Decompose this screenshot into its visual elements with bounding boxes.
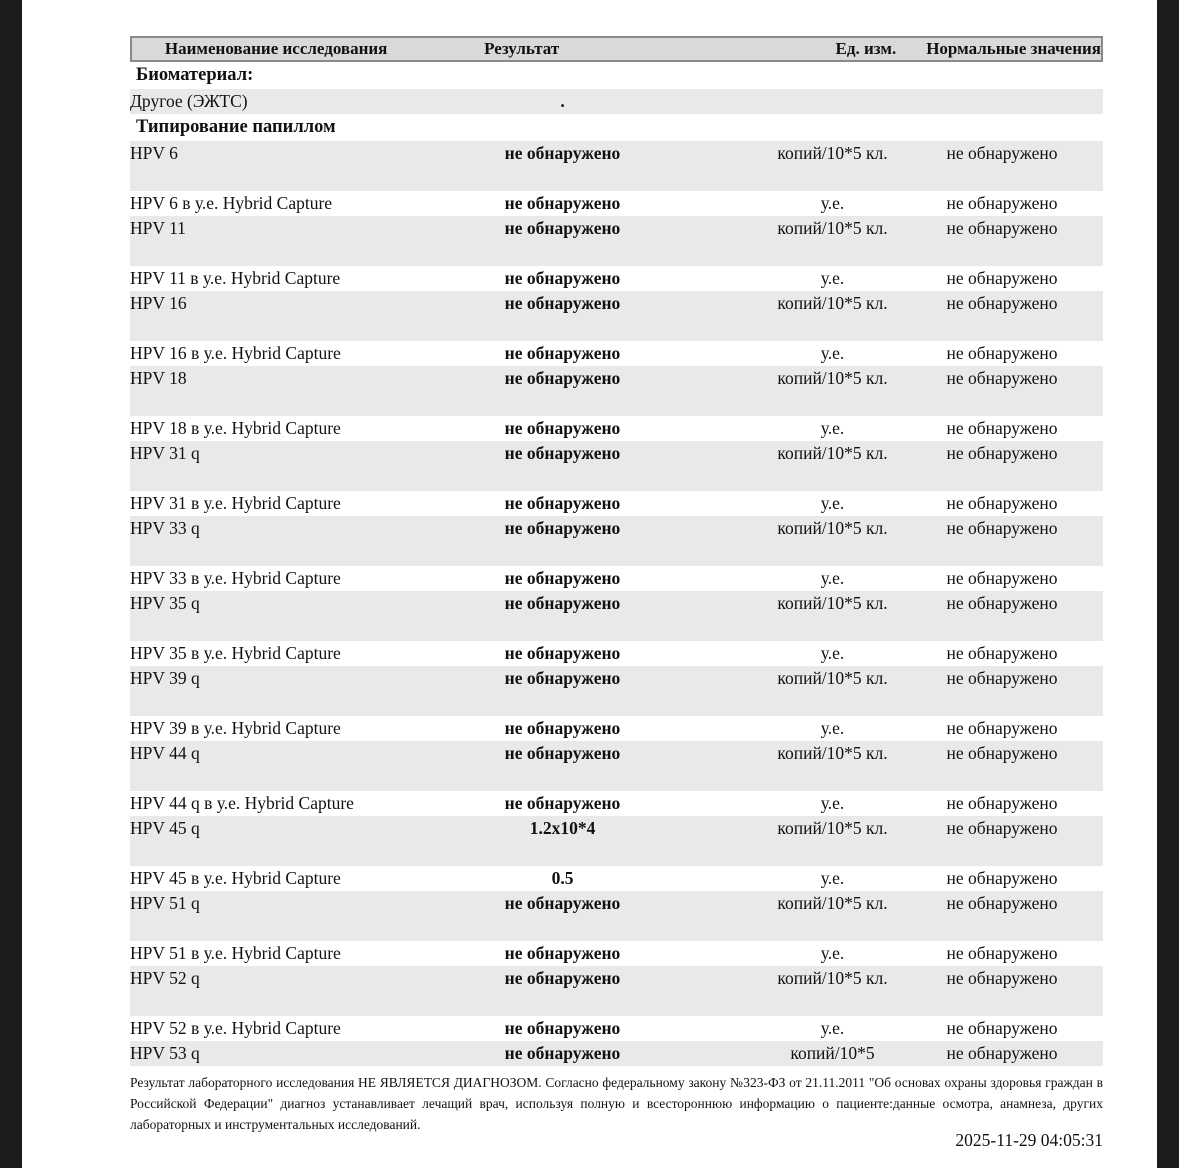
- test-result: не обнаружено: [504, 193, 621, 213]
- test-result: не обнаружено: [504, 1043, 621, 1063]
- table-row: [130, 1016, 1103, 1041]
- test-result: не обнаружено: [504, 518, 621, 538]
- test-result: не обнаружено: [504, 493, 621, 513]
- test-name: HPV 16: [130, 293, 187, 313]
- test-norm: не обнаружено: [946, 368, 1058, 388]
- test-name: HPV 44 q в у.е. Hybrid Capture: [130, 793, 354, 813]
- test-name: HPV 45 q: [130, 818, 200, 838]
- test-unit: копий/10*5 кл.: [777, 593, 888, 613]
- table-row: [130, 591, 1103, 641]
- test-unit: копий/10*5 кл.: [777, 218, 888, 238]
- test-name: HPV 33 в у.е. Hybrid Capture: [130, 568, 341, 588]
- test-name: HPV 6 в у.е. Hybrid Capture: [130, 193, 333, 213]
- test-norm: не обнаружено: [946, 793, 1058, 813]
- test-unit: копий/10*5 кл.: [777, 293, 888, 313]
- test-result: не обнаружено: [504, 218, 621, 238]
- test-unit: у.е.: [820, 193, 845, 213]
- table-row: [130, 216, 1103, 266]
- header-norm: Нормальные значения: [926, 39, 1101, 58]
- test-norm: не обнаружено: [946, 193, 1058, 213]
- test-unit: копий/10*5 кл.: [777, 368, 888, 388]
- test-norm: не обнаружено: [946, 668, 1058, 688]
- test-norm: не обнаружено: [946, 443, 1058, 463]
- test-name: HPV 53 q: [130, 1043, 200, 1063]
- table-row: [130, 1041, 1103, 1066]
- biomaterial-row: [130, 89, 1103, 114]
- table-row: [130, 866, 1103, 891]
- test-norm: не обнаружено: [946, 593, 1058, 613]
- test-result: 1.2x10*4: [529, 818, 596, 838]
- test-unit: копий/10*5 кл.: [777, 893, 888, 913]
- test-name: HPV 44 q: [130, 743, 200, 763]
- test-norm: не обнаружено: [946, 293, 1058, 313]
- test-name: HPV 18 в у.е. Hybrid Capture: [130, 418, 341, 438]
- test-result: не обнаружено: [504, 718, 621, 738]
- test-unit: у.е.: [820, 718, 845, 738]
- test-result: не обнаружено: [504, 668, 621, 688]
- test-result: не обнаружено: [504, 893, 621, 913]
- table-row: [130, 191, 1103, 216]
- test-unit: копий/10*5 кл.: [777, 143, 888, 163]
- table-row: [130, 941, 1103, 966]
- table-body: [130, 141, 1103, 1066]
- test-norm: не обнаружено: [946, 868, 1058, 888]
- disclaimer: Результат лабораторного исследования НЕ ЯВЛЯЕТСЯ ДИАГНОЗОМ. Согласно федеральному закону №323-ФЗ от 21.11.2011 "Об основах охраны здоровья граждан в Российской Федерации" диагноз устанавливает лечащий врач, используя полную и всестороннюю информацию о пациенте:данные осмотра, анамнеза, других лабораторных и инструментальных исследований.: [130, 1075, 1103, 1132]
- results-table: [130, 36, 1103, 1066]
- test-result: не обнаружено: [504, 943, 621, 963]
- test-name: HPV 16 в у.е. Hybrid Capture: [130, 343, 341, 363]
- test-result: 0.5: [551, 868, 574, 888]
- test-name: HPV 33 q: [130, 518, 200, 538]
- table-row: [130, 366, 1103, 416]
- test-result: не обнаружено: [504, 268, 621, 288]
- test-result: не обнаружено: [504, 343, 621, 363]
- test-name: HPV 11: [130, 218, 186, 238]
- document-page: [22, 0, 1157, 1168]
- test-unit: у.е.: [820, 868, 845, 888]
- test-result: не обнаружено: [504, 1018, 621, 1038]
- test-result: не обнаружено: [504, 143, 621, 163]
- test-unit: копий/10*5 кл.: [777, 743, 888, 763]
- biomaterial-value: .: [560, 91, 565, 111]
- test-unit: у.е.: [820, 418, 845, 438]
- table-row: [130, 666, 1103, 716]
- test-name: HPV 51 в у.е. Hybrid Capture: [130, 943, 341, 963]
- test-name: HPV 31 q: [130, 443, 200, 463]
- test-unit: копий/10*5 кл.: [777, 443, 888, 463]
- timestamp: 2025-11-29 04:05:31: [955, 1130, 1103, 1150]
- test-result: не обнаружено: [504, 593, 621, 613]
- test-name: HPV 52 q: [130, 968, 200, 988]
- section-title: Типирование папиллом: [130, 114, 1103, 141]
- table-row: [130, 816, 1103, 866]
- test-result: не обнаружено: [504, 293, 621, 313]
- test-result: не обнаружено: [504, 743, 621, 763]
- test-name: HPV 6: [130, 143, 178, 163]
- test-norm: не обнаружено: [946, 968, 1058, 988]
- test-norm: не обнаружено: [946, 718, 1058, 738]
- test-result: не обнаружено: [504, 968, 621, 988]
- biomaterial-title: Биоматериал:: [130, 62, 1103, 89]
- table-row: [130, 266, 1103, 291]
- test-name: HPV 18: [130, 368, 187, 388]
- test-unit: у.е.: [820, 493, 845, 513]
- table-row: [130, 566, 1103, 591]
- test-norm: не обнаружено: [946, 268, 1058, 288]
- test-result: не обнаружено: [504, 643, 621, 663]
- test-name: HPV 35 в у.е. Hybrid Capture: [130, 643, 341, 663]
- table-row: [130, 291, 1103, 341]
- test-norm: не обнаружено: [946, 943, 1058, 963]
- table-row: [130, 416, 1103, 441]
- test-result: не обнаружено: [504, 568, 621, 588]
- test-result: не обнаружено: [504, 368, 621, 388]
- table-row: [130, 516, 1103, 566]
- test-norm: не обнаружено: [946, 893, 1058, 913]
- table-row: [130, 891, 1103, 941]
- test-result: не обнаружено: [504, 418, 621, 438]
- test-norm: не обнаружено: [946, 1018, 1058, 1038]
- table-header: [130, 36, 1103, 62]
- table-row: [130, 641, 1103, 666]
- test-unit: у.е.: [820, 343, 845, 363]
- test-unit: у.е.: [820, 1018, 845, 1038]
- test-name: HPV 52 в у.е. Hybrid Capture: [130, 1018, 341, 1038]
- header-unit: Ед. изм.: [835, 39, 897, 58]
- test-unit: копий/10*5 кл.: [777, 668, 888, 688]
- test-norm: не обнаружено: [946, 643, 1058, 663]
- test-unit: копий/10*5: [790, 1043, 875, 1063]
- test-unit: у.е.: [820, 568, 845, 588]
- table-row: [130, 141, 1103, 191]
- test-name: HPV 11 в у.е. Hybrid Capture: [130, 268, 341, 288]
- test-norm: не обнаружено: [946, 143, 1058, 163]
- test-unit: у.е.: [820, 793, 845, 813]
- test-result: не обнаружено: [504, 793, 621, 813]
- test-norm: не обнаружено: [946, 518, 1058, 538]
- table-row: [130, 741, 1103, 791]
- table-row: [130, 791, 1103, 816]
- test-unit: копий/10*5 кл.: [777, 518, 888, 538]
- test-norm: не обнаружено: [946, 743, 1058, 763]
- biomaterial-name: Другое (ЭЖТС): [130, 91, 248, 111]
- test-unit: копий/10*5 кл.: [777, 968, 888, 988]
- test-name: HPV 45 в у.е. Hybrid Capture: [130, 868, 341, 888]
- table-row: [130, 966, 1103, 1016]
- header-result: Результат: [484, 39, 560, 58]
- test-unit: копий/10*5 кл.: [777, 818, 888, 838]
- test-unit: у.е.: [820, 643, 845, 663]
- table-row: [130, 341, 1103, 366]
- table-row: [130, 441, 1103, 491]
- test-name: HPV 31 в у.е. Hybrid Capture: [130, 493, 341, 513]
- test-norm: не обнаружено: [946, 818, 1058, 838]
- test-norm: не обнаружено: [946, 218, 1058, 238]
- table-row: [130, 716, 1103, 741]
- test-name: HPV 51 q: [130, 893, 200, 913]
- test-norm: не обнаружено: [946, 1043, 1058, 1063]
- test-result: не обнаружено: [504, 443, 621, 463]
- test-norm: не обнаружено: [946, 343, 1058, 363]
- test-unit: у.е.: [820, 943, 845, 963]
- test-norm: не обнаружено: [946, 418, 1058, 438]
- test-name: HPV 35 q: [130, 593, 200, 613]
- test-name: HPV 39 q: [130, 668, 200, 688]
- header-name: Наименование исследования: [164, 39, 388, 58]
- test-name: HPV 39 в у.е. Hybrid Capture: [130, 718, 341, 738]
- table-row: [130, 491, 1103, 516]
- test-unit: у.е.: [820, 268, 845, 288]
- test-norm: не обнаружено: [946, 568, 1058, 588]
- test-norm: не обнаружено: [946, 493, 1058, 513]
